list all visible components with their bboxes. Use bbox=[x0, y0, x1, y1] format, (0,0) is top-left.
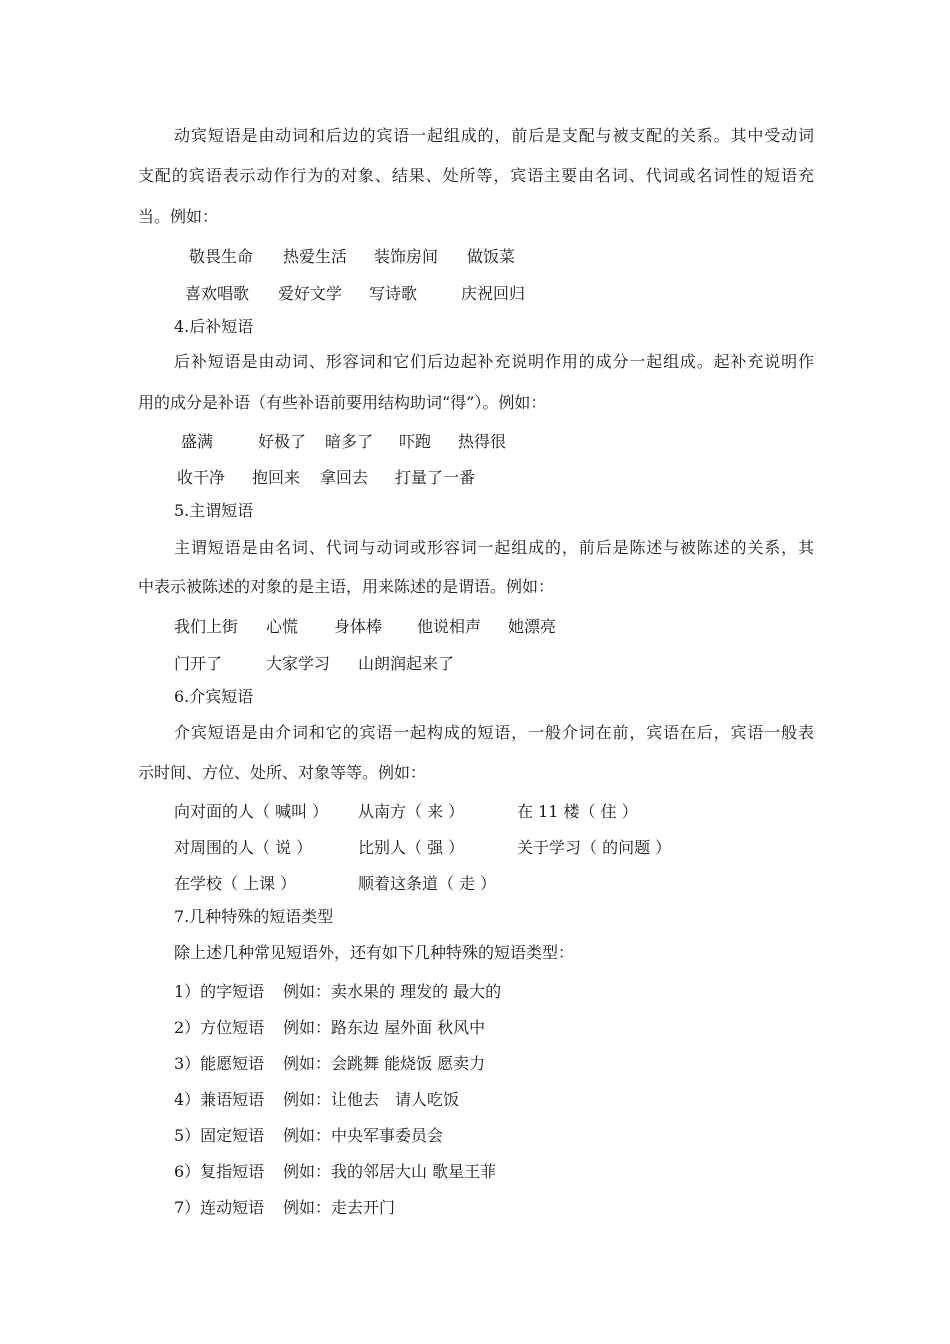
example-phrase: 他说相声 bbox=[417, 617, 482, 636]
paragraph-line: 当。例如： bbox=[138, 207, 219, 226]
example-phrase: 关于学习（ 的问题 ） bbox=[517, 838, 672, 857]
example-phrase: 顺着这条道（ 走 ） bbox=[358, 874, 497, 893]
example-phrase: 庆祝回归 bbox=[461, 284, 526, 303]
section-heading: 5.主谓短语 bbox=[174, 501, 254, 520]
example-phrase: 大家学习 bbox=[266, 654, 331, 673]
example-phrase: 热爱生活 bbox=[283, 247, 348, 266]
list-item-example: 例如：路东边 屋外面 秋风中 bbox=[283, 1018, 486, 1037]
paragraph-line: 后补短语是由动词、形容词和它们后边起补充说明作用的成分一起组成。起补充说明作 bbox=[174, 352, 815, 371]
example-phrase: 抱回来 bbox=[252, 468, 301, 487]
paragraph-line: 动宾短语是由动词和后边的宾语一起组成的，前后是支配与被支配的关系。其中受动词 bbox=[174, 126, 815, 145]
section-heading: 7.几种特殊的短语类型 bbox=[174, 907, 334, 926]
list-item-label: 2）方位短语 bbox=[174, 1018, 265, 1037]
example-phrase: 门开了 bbox=[174, 654, 223, 673]
example-phrase: 身体棒 bbox=[334, 617, 383, 636]
example-phrase: 她漂亮 bbox=[508, 617, 557, 636]
paragraph-line: 示时间、方位、处所、对象等等。例如： bbox=[138, 763, 427, 782]
example-phrase: 从南方（ 来 ） bbox=[358, 802, 465, 821]
list-item-label: 5）固定短语 bbox=[174, 1126, 265, 1145]
example-phrase: 喜欢唱歌 bbox=[185, 284, 250, 303]
list-item-example: 例如：会跳舞 能烧饭 愿卖力 bbox=[283, 1054, 486, 1073]
example-phrase: 心慌 bbox=[266, 617, 299, 636]
paragraph-line: 介宾短语是由介词和它的宾语一起构成的短语，一般介词在前，宾语在后，宾语一般表 bbox=[174, 723, 815, 742]
section-heading: 6.介宾短语 bbox=[174, 687, 254, 706]
list-item-label: 7）连动短语 bbox=[174, 1198, 265, 1217]
list-item-example: 例如：我的邻居大山 歌星王菲 bbox=[283, 1162, 497, 1181]
list-item-label: 3）能愿短语 bbox=[174, 1054, 265, 1073]
example-phrase: 打量了一番 bbox=[395, 468, 476, 487]
list-item-example: 例如：卖水果的 理发的 最大的 bbox=[283, 982, 502, 1001]
paragraph-line: 用的成分是补语（有些补语前要用结构助词“得”）。例如： bbox=[138, 393, 547, 412]
example-phrase: 吓跑 bbox=[399, 432, 432, 451]
example-phrase: 敬畏生命 bbox=[189, 247, 254, 266]
example-phrase: 我们上街 bbox=[174, 617, 239, 636]
example-phrase: 做饭菜 bbox=[467, 247, 516, 266]
example-phrase: 对周围的人（ 说 ） bbox=[174, 838, 313, 857]
section-heading: 4.后补短语 bbox=[174, 317, 254, 336]
example-phrase: 收干净 bbox=[177, 468, 226, 487]
example-phrase: 写诗歌 bbox=[369, 284, 418, 303]
example-phrase: 在 11 楼（ 住 ） bbox=[517, 802, 638, 821]
example-phrase: 拿回去 bbox=[320, 468, 369, 487]
list-item-example: 例如：走去开门 bbox=[283, 1198, 396, 1217]
example-phrase: 暗多了 bbox=[325, 432, 374, 451]
example-phrase: 盛满 bbox=[181, 432, 214, 451]
list-item-label: 6）复指短语 bbox=[174, 1162, 265, 1181]
paragraph-line: 除上述几种常见短语外，还有如下几种特殊的短语类型： bbox=[174, 943, 575, 962]
paragraph-line: 支配的宾语表示动作行为的对象、结果、处所等，宾语主要由名词、代词或名词性的短语充 bbox=[138, 166, 815, 185]
example-phrase: 热得很 bbox=[458, 432, 507, 451]
list-item-label: 1）的字短语 bbox=[174, 982, 265, 1001]
list-item-label: 4）兼语短语 bbox=[174, 1090, 265, 1109]
example-phrase: 山朗润起来了 bbox=[358, 654, 455, 673]
example-phrase: 爱好文学 bbox=[278, 284, 343, 303]
paragraph-line: 中表示被陈述的对象的是主语，用来陈述的是谓语。例如： bbox=[138, 577, 555, 596]
example-phrase: 在学校（ 上课 ） bbox=[174, 874, 297, 893]
example-phrase: 比别人（ 强 ） bbox=[358, 838, 465, 857]
example-phrase: 向对面的人（ 喊叫 ） bbox=[174, 802, 329, 821]
paragraph-line: 主谓短语是由名词、代词与动词或形容词一起组成的，前后是陈述与被陈述的关系，其 bbox=[174, 538, 815, 557]
example-phrase: 装饰房间 bbox=[374, 247, 439, 266]
list-item-example: 例如：让他去 请人吃饭 bbox=[283, 1090, 460, 1109]
list-item-example: 例如：中央军事委员会 bbox=[283, 1126, 444, 1145]
example-phrase: 好极了 bbox=[258, 432, 307, 451]
